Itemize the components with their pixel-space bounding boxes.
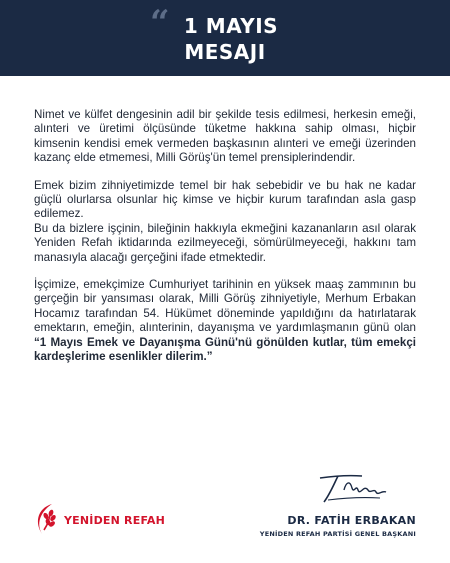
title-line-2: MESAJI [184, 40, 266, 64]
paragraph-2: Emek bizim zihniyetimizde temel bir hak sebebidir ve bu hak ne kadar güçlü olurlarsa olsunlar hiç kimse ve hiçbir kurum tarafından asla gasp edilemez. [34, 178, 416, 221]
signatory-name: DR. FATİH ERBAKAN [287, 514, 416, 527]
handwritten-signature [314, 470, 394, 506]
paragraph-4-text: İşçimize, emekçimize Cumhuriyet tarihinin en yüksek maaş zammının bu gerçeğin bir yansıması olarak, Milli Görüş zihniyetiyle, Merhum Erbakan Hocamız tarafından 54. Hükümet döneminde yapıldığını da hatırlatarak emektarın, emeğin, alınterinin, dayanışma ve yardımlaşmanın günü olan [34, 278, 416, 335]
paragraph-3: Bu da bizlere işçinin, bileğinin hakkıyla ekmeğini kazananların asıl olarak Yeniden Refah iktidarında ezilmeyeceği, sömürülmeyeceği, hakkını tam manasıyla alacağı gerçeğini ifade etmektedir. [34, 221, 416, 264]
title-line-1: 1 MAYIS [183, 14, 279, 38]
wheat-crescent-icon [30, 500, 60, 540]
message-body [34, 108, 416, 378]
paragraph-1: Nimet ve külfet dengesinin adil bir şekilde tesis edilmesi, herkesin emeği, alınteri ve üretimi ölçüsünde tüketme hakkına sahip olması, hiçbir kimsenin kendisi emek vermeden başkasının alınteri ve emeği üzerinden kazanç elde etmemesi, Milli Görüş'ün temel prensiplerindendir. [34, 108, 416, 165]
quote-mark-icon: “ [150, 3, 170, 43]
paragraph-4 [34, 278, 416, 364]
header-banner [0, 0, 450, 76]
party-logo-text: YENİDEN REFAH [64, 514, 166, 527]
signatory-role: YENİDEN REFAH PARTİSİ GENEL BAŞKANI [259, 530, 416, 538]
closing-greeting: “1 Mayıs Emek ve Dayanışma Günü'nü gönülden kutlar, tüm emekçi kardeşlerime esenlikler dilerim.” [34, 335, 416, 364]
party-logo [30, 500, 170, 540]
